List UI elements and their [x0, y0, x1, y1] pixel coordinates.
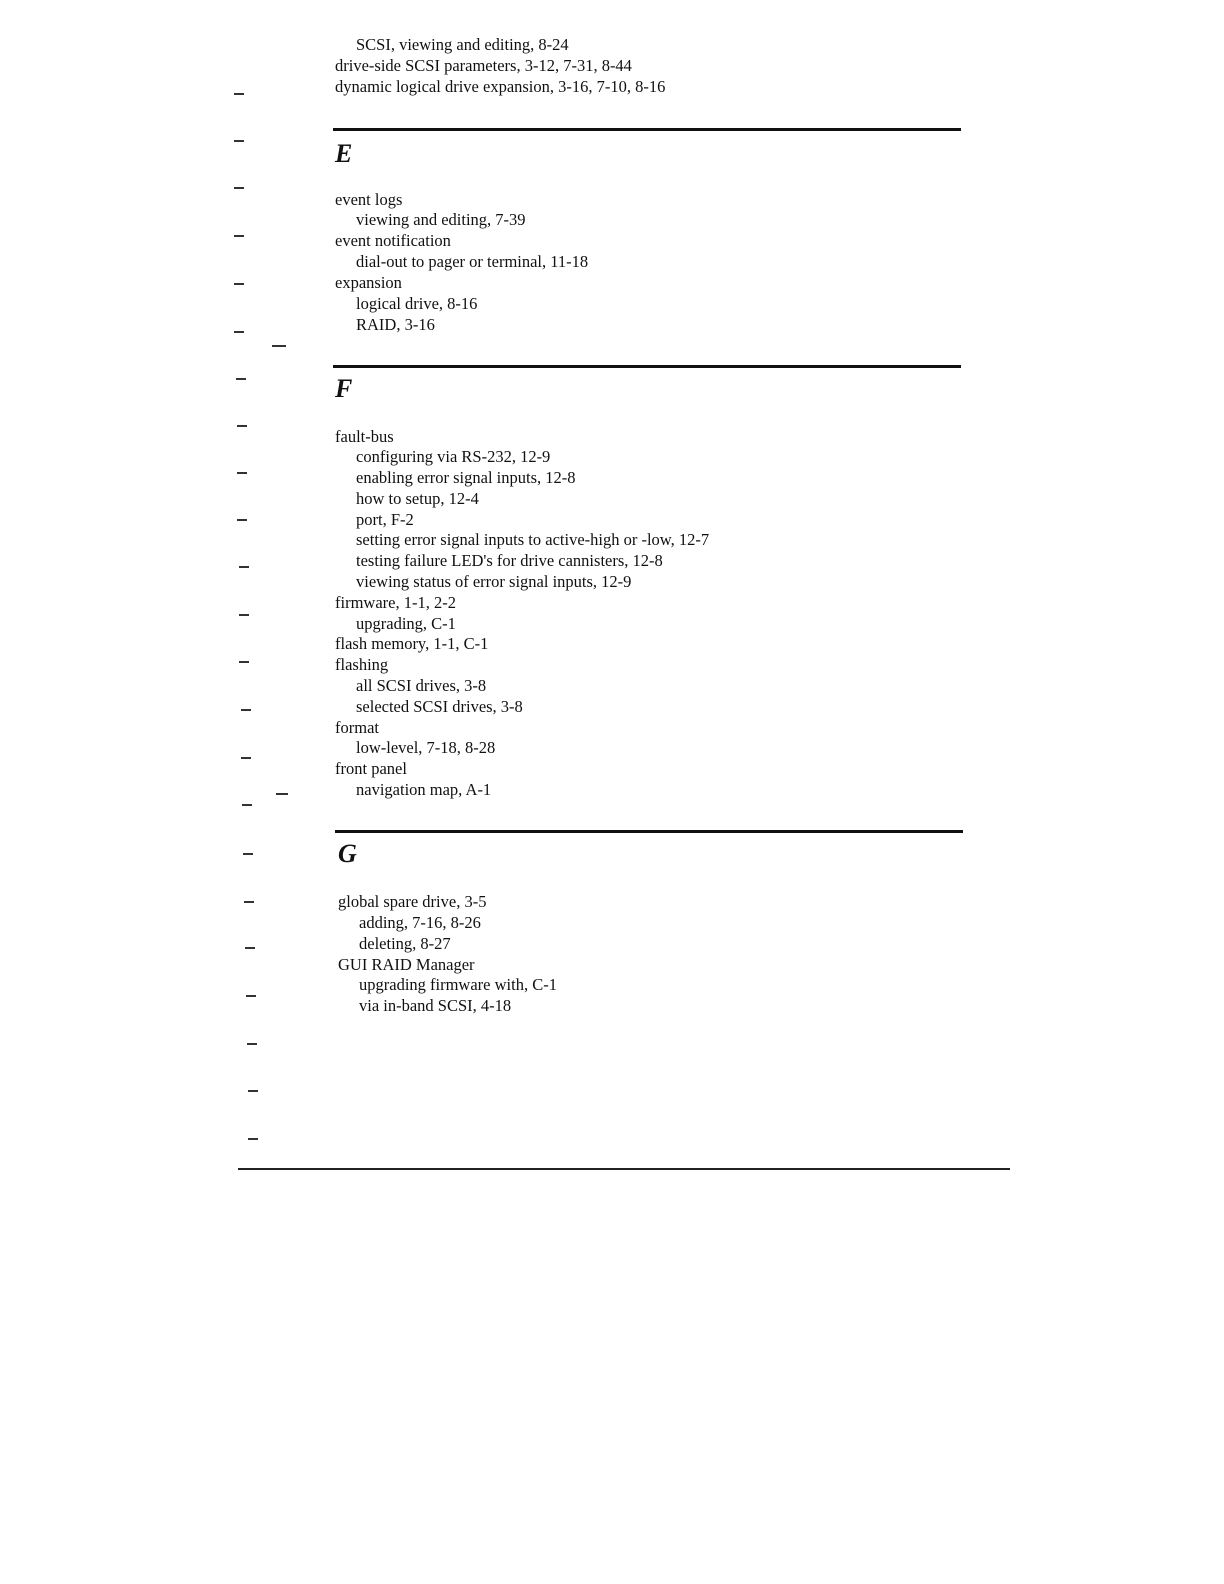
- index-subentry: testing failure LED's for drive cannisters, 12-8: [356, 551, 663, 570]
- margin-tick-mark: [243, 853, 253, 855]
- section-letter-f: F: [335, 374, 353, 403]
- margin-tick-mark: [234, 140, 244, 142]
- index-entry: flash memory, 1-1, C-1: [335, 634, 489, 653]
- index-subentry: deleting, 8-27: [359, 934, 451, 953]
- margin-tick-mark: [244, 901, 254, 903]
- margin-tick-mark: [276, 793, 288, 795]
- margin-tick-mark: [237, 425, 247, 427]
- index-subentry: port, F-2: [356, 510, 414, 529]
- index-entry: global spare drive, 3-5: [338, 892, 487, 911]
- margin-tick-mark: [239, 614, 249, 616]
- index-subentry: dial-out to pager or terminal, 11-18: [356, 252, 589, 271]
- index-entry: format: [335, 718, 379, 737]
- margin-tick-mark: [236, 378, 246, 380]
- margin-tick-mark: [237, 472, 247, 474]
- margin-tick-mark: [248, 1090, 258, 1092]
- margin-tick-mark: [242, 804, 252, 806]
- margin-tick-mark: [237, 519, 247, 521]
- index-subentry: SCSI, viewing and editing, 8-24: [356, 35, 569, 54]
- index-subentry: how to setup, 12-4: [356, 489, 479, 508]
- page-footer-rule: [238, 1168, 1010, 1170]
- index-subentry: navigation map, A-1: [356, 780, 492, 799]
- index-subentry: enabling error signal inputs, 12-8: [356, 468, 576, 487]
- index-entry: event notification: [335, 231, 451, 250]
- index-entry: drive-side SCSI parameters, 3-12, 7-31, 8-44: [335, 56, 632, 75]
- section-divider: [333, 365, 961, 368]
- index-entry: flashing: [335, 655, 389, 674]
- index-entry: front panel: [335, 759, 407, 778]
- margin-tick-mark: [245, 947, 255, 949]
- index-subentry: upgrading, C-1: [356, 614, 456, 633]
- margin-tick-mark: [234, 283, 244, 285]
- index-entry: GUI RAID Manager: [338, 955, 475, 974]
- section-letter-e: E: [335, 139, 353, 168]
- margin-tick-mark: [234, 331, 244, 333]
- index-entry: fault-bus: [335, 427, 394, 446]
- margin-tick-mark: [241, 757, 251, 759]
- index-subentry: selected SCSI drives, 3-8: [356, 697, 523, 716]
- margin-tick-mark: [241, 709, 251, 711]
- margin-tick-mark: [272, 345, 286, 347]
- index-subentry: adding, 7-16, 8-26: [359, 913, 481, 932]
- margin-tick-mark: [239, 566, 249, 568]
- margin-tick-mark: [248, 1138, 258, 1140]
- margin-tick-mark: [234, 235, 244, 237]
- margin-tick-mark: [246, 995, 256, 997]
- margin-tick-mark: [234, 93, 244, 95]
- index-entry: event logs: [335, 190, 403, 209]
- section-divider: [333, 128, 961, 131]
- margin-tick-mark: [234, 187, 244, 189]
- index-subentry: upgrading firmware with, C-1: [359, 975, 557, 994]
- section-letter-g: G: [338, 839, 357, 868]
- index-subentry: viewing and editing, 7-39: [356, 210, 526, 229]
- index-subentry: viewing status of error signal inputs, 12-9: [356, 572, 632, 591]
- index-subentry: configuring via RS-232, 12-9: [356, 447, 551, 466]
- margin-tick-mark: [239, 661, 249, 663]
- index-entry: firmware, 1-1, 2-2: [335, 593, 456, 612]
- index-subentry: logical drive, 8-16: [356, 294, 478, 313]
- index-subentry: all SCSI drives, 3-8: [356, 676, 487, 695]
- section-divider: [335, 830, 963, 833]
- index-subentry: via in-band SCSI, 4-18: [359, 996, 512, 1015]
- index-subentry: setting error signal inputs to active-high or -low, 12-7: [356, 530, 710, 549]
- index-entry: expansion: [335, 273, 402, 292]
- index-entry: dynamic logical drive expansion, 3-16, 7-10, 8-16: [335, 77, 666, 96]
- index-subentry: low-level, 7-18, 8-28: [356, 738, 496, 757]
- index-subentry: RAID, 3-16: [356, 315, 435, 334]
- margin-tick-mark: [247, 1043, 257, 1045]
